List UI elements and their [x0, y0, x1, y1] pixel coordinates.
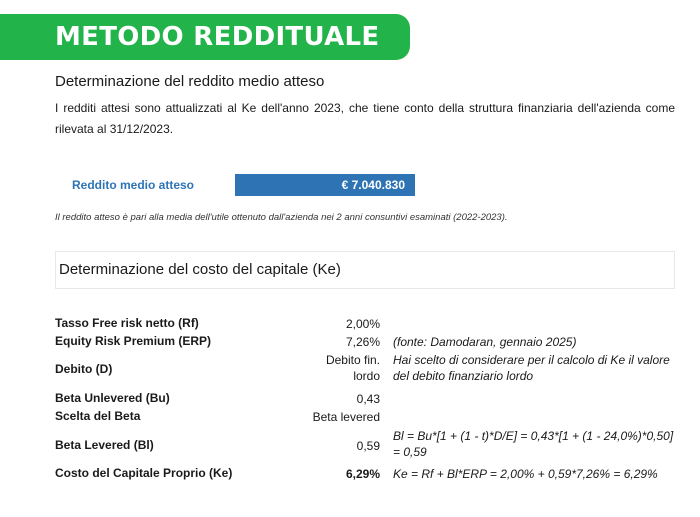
reddito-heading: Determinazione del reddito medio atteso	[55, 73, 325, 90]
row-note: Bl = Bu*[1 + (1 - t)*D/E] = 0,43*[1 + (1 - 24,0%)*0,50] = 0,59	[393, 429, 674, 459]
row-value: 0,59	[356, 439, 380, 453]
row-value: 0,43	[356, 392, 380, 406]
row-label: Costo del Capitale Proprio (Ke)	[55, 466, 233, 480]
row-label: Debito (D)	[55, 362, 113, 376]
row-label: Beta Levered (Bl)	[55, 438, 154, 452]
ke-heading: Determinazione del costo del capitale (Ke)	[59, 261, 341, 278]
reddito-medio-label: Reddito medio atteso	[72, 178, 195, 192]
row-value: 7,26%	[345, 335, 380, 349]
title-banner	[0, 14, 410, 60]
row-label: Beta Unlevered (Bu)	[55, 391, 170, 405]
row-label: Scelta del Beta	[55, 409, 141, 423]
row-note: Hai scelto di considerare per il calcolo di Ke il valore del debito finanziario lordo	[393, 353, 670, 383]
row-note: (fonte: Damodaran, gennaio 2025)	[393, 335, 577, 349]
reddito-note: Il reddito atteso è pari alla media dell'utile ottenuto dall'azienda nei 2 anni consuntivi esaminati (2022-2023).	[55, 212, 508, 223]
page-title: METODO REDDITUALE	[55, 22, 380, 52]
row-value: 6,29%	[345, 467, 380, 481]
row-label: Equity Risk Premium (ERP)	[55, 334, 212, 348]
ke-heading-box	[55, 251, 675, 289]
reddito-medio-value: € 7.040.830	[235, 174, 415, 196]
row-value: Debito fin. lordo	[325, 353, 380, 383]
row-label: Tasso Free risk netto (Rf)	[55, 316, 199, 330]
table-row-bl	[55, 428, 685, 462]
row-note: Ke = Rf + Bl*ERP = 2,00% + 0,59*7,26% = 6,29%	[393, 467, 658, 481]
row-value: 2,00%	[345, 317, 380, 331]
row-value: Beta levered	[312, 410, 380, 424]
reddito-paragraph: I redditi attesi sono attualizzati al Ke dell'anno 2023, che tiene conto della struttura finanziaria dell'azienda come rilevata al 31/12/2023.	[55, 101, 675, 136]
table-row-debito	[55, 352, 685, 388]
